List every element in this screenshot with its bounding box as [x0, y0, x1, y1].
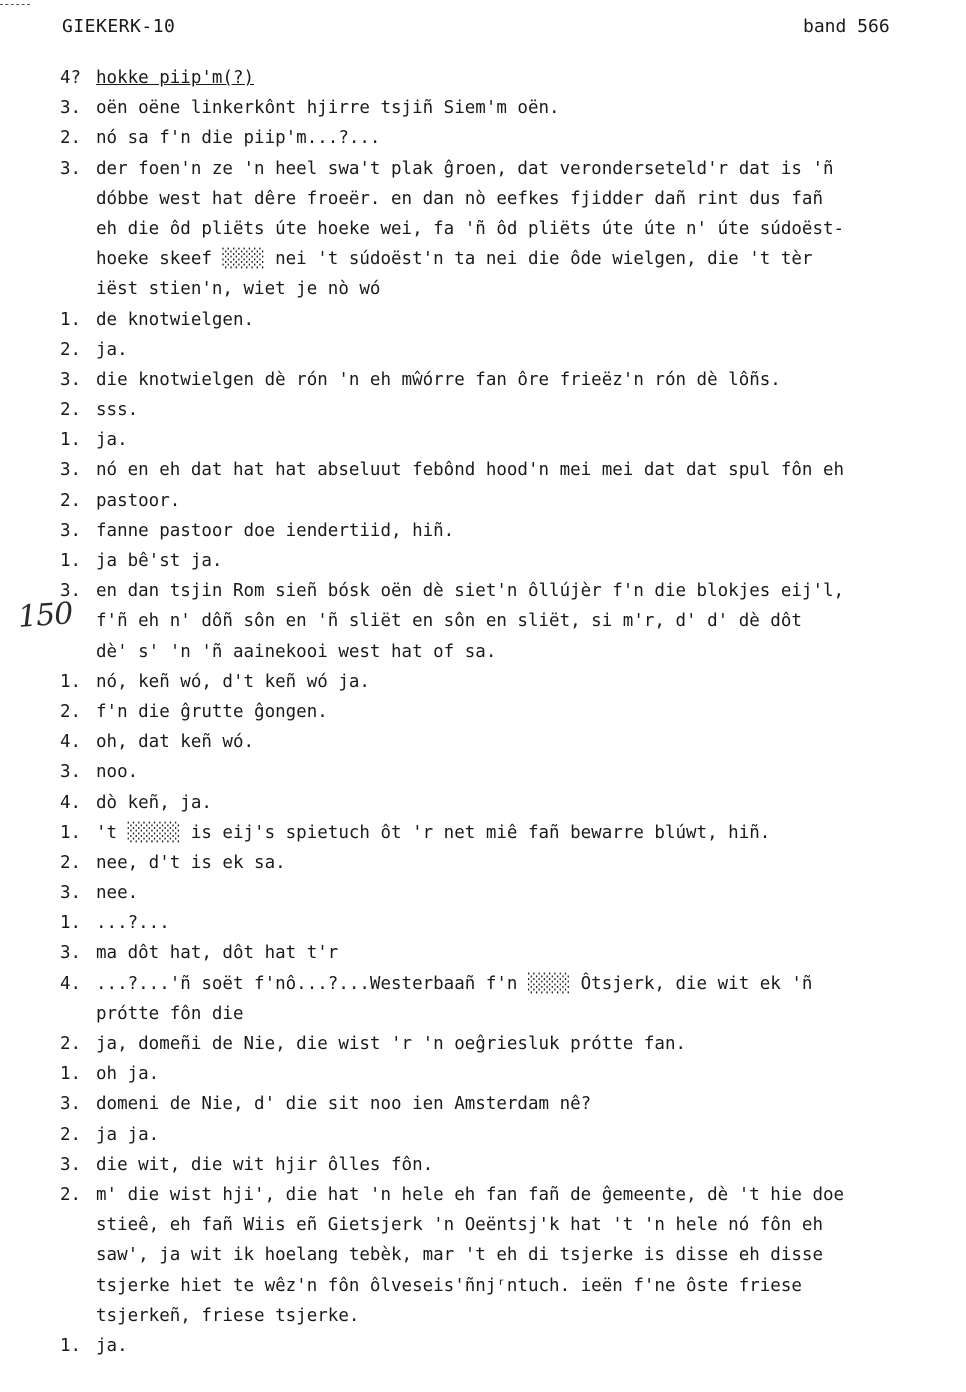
utterance-text: ja. — [96, 430, 128, 451]
speaker-number: 3. — [60, 581, 82, 602]
speaker-number: 3. — [60, 460, 82, 481]
speaker-number: 1. — [60, 430, 82, 451]
transcript-line — [60, 576, 966, 606]
speaker-number: 4. — [60, 792, 82, 813]
utterance-text: nee. — [96, 883, 139, 904]
utterance-text: nee, d't is ek sa. — [96, 852, 286, 873]
transcript-line — [60, 184, 966, 214]
transcript-line — [60, 999, 966, 1029]
utterance-text: dò keñ, ja. — [96, 792, 212, 813]
transcript-line — [60, 667, 966, 697]
utterance-text: nó en eh dat hat hat abseluut febônd hood'n mei mei dat dat spul fôn eh — [96, 460, 845, 481]
utterance-text: ja. — [96, 1335, 128, 1356]
transcript-line — [60, 305, 966, 335]
transcript-line — [60, 274, 966, 304]
transcript-line — [60, 969, 966, 999]
speaker-number: 1. — [60, 1335, 82, 1356]
transcript-line — [60, 486, 966, 516]
speaker-number: 3. — [60, 1094, 82, 1115]
speaker-number: 3. — [60, 158, 82, 179]
transcript-line — [60, 606, 966, 636]
speaker-number: 3. — [60, 369, 82, 390]
transcript-line — [60, 818, 966, 848]
transcript-line — [60, 727, 966, 757]
utterance-text: m' die wist hji', die hat 'n hele eh fan fañ de ĝemeente, dè 't hie doe — [96, 1184, 845, 1205]
speaker-number: 1. — [60, 309, 82, 330]
transcript-line — [60, 546, 966, 576]
speaker-number: 2. — [60, 852, 82, 873]
document-id: GIEKERK-10 — [62, 16, 176, 37]
page-edge-mark — [0, 4, 30, 5]
utterance-text: ja. — [96, 339, 128, 360]
utterance-text: prótte fôn die — [96, 1003, 244, 1024]
utterance-text: die knotwielgen dè rón 'n eh mŵórre fan ôre frieëz'n rón dè lôñs. — [96, 369, 781, 390]
transcript-line — [60, 1120, 966, 1150]
utterance-text: hokke piip'm(?) — [96, 68, 255, 88]
transcript-line — [60, 365, 966, 395]
transcript-lines — [60, 63, 966, 1361]
transcript-line — [60, 93, 966, 123]
transcript-line — [60, 1301, 966, 1331]
utterance-text: noo. — [96, 762, 139, 783]
transcript-line — [60, 878, 966, 908]
speaker-number: 2. — [60, 1124, 82, 1145]
utterance-text: tsjerkeñ, friese tsjerke. — [96, 1305, 360, 1326]
speaker-number: 2. — [60, 128, 82, 149]
utterance-text: 't ░░░░░ is eij's spietuch ôt 'r net miê fañ bewarre blúwt, hiñ. — [96, 822, 771, 843]
transcript-line — [60, 455, 966, 485]
speaker-number: 3. — [60, 883, 82, 904]
speaker-number: 2. — [60, 1184, 82, 1205]
utterance-text: f'ñ eh n' dôñ sôn en 'ñ sliët en sôn en sliët, si m'r, d' d' dè dôt — [96, 611, 802, 632]
utterance-text: ma dôt hat, dôt hat t'r — [96, 943, 339, 964]
speaker-number: 3. — [60, 520, 82, 541]
transcript-line — [60, 1059, 966, 1089]
speaker-number: 2. — [60, 701, 82, 722]
transcript-line — [60, 1240, 966, 1270]
transcript-line — [60, 1180, 966, 1210]
speaker-number: 1. — [60, 913, 82, 934]
utterance-text: eh die ôd pliëts úte hoeke wei, fa 'ñ ôd pliëts úte úte n' úte súdoëst- — [96, 218, 845, 239]
transcript-line — [60, 244, 966, 274]
utterance-text: dè' s' 'n 'ñ aainekooi west hat of sa. — [96, 641, 497, 662]
transcript-line — [60, 63, 966, 93]
transcript-line — [60, 908, 966, 938]
utterance-text: oën oëne linkerkônt hjirre tsjiñ Siem'm oën. — [96, 98, 560, 119]
utterance-text: ...?... — [96, 913, 170, 934]
transcript-line — [60, 697, 966, 727]
transcript-line — [60, 425, 966, 455]
transcript-line — [60, 848, 966, 878]
transcript-line — [60, 395, 966, 425]
speaker-number: 1. — [60, 1064, 82, 1085]
utterance-text: oh ja. — [96, 1064, 160, 1085]
handwritten-margin-note: 150 — [16, 596, 74, 635]
utterance-text: en dan tsjin Rom sieñ bósk oën dè siet'n ôllújèr f'n die blokjes eij'l, — [96, 581, 845, 602]
utterance-text: stieê, eh fañ Wiis eñ Gietsjerk 'n Oeëntsj'k hat 't 'n hele nó fôn eh — [96, 1215, 823, 1236]
speaker-number: 3. — [60, 98, 82, 119]
speaker-number: 1. — [60, 671, 82, 692]
transcript-line — [60, 1150, 966, 1180]
speaker-number: 4. — [60, 732, 82, 753]
speaker-number: 2. — [60, 1034, 82, 1054]
utterance-text: pastoor. — [96, 490, 181, 511]
transcript-line — [60, 637, 966, 667]
transcript-line — [60, 335, 966, 365]
utterance-text: dóbbe west hat dêre froeër. en dan nò eefkes fjidder dañ rint dus fañ — [96, 188, 823, 209]
speaker-number: 4. — [60, 973, 82, 994]
utterance-text: saw', ja wit ik hoelang tebèk, mar 't eh di tsjerke is disse eh disse — [96, 1245, 823, 1266]
utterance-text: ja ja. — [96, 1124, 160, 1145]
speaker-number: 4? — [60, 68, 82, 88]
utterance-text: der foen'n ze 'n heel swa't plak ĝroen, dat veronderseteld'r dat is 'ñ — [96, 158, 834, 179]
utterance-text: de knotwielgen. — [96, 309, 255, 330]
speaker-number: 1. — [60, 551, 82, 571]
transcript-line — [60, 1089, 966, 1119]
speaker-number: 2. — [60, 490, 82, 511]
utterance-text: ...?...'ñ soët f'nô...?...Westerbaañ f'n ░░░░ Ôtsjerk, die wit ek 'ñ — [96, 973, 813, 994]
utterance-text: domeni de Nie, d' die sit noo ien Amsterdam nê? — [96, 1094, 592, 1115]
transcript-line — [60, 757, 966, 787]
utterance-text: sss. — [96, 400, 139, 421]
transcript-line — [60, 214, 966, 244]
speaker-number: 3. — [60, 943, 82, 964]
utterance-text: nó sa f'n die piip'm...?... — [96, 128, 381, 149]
transcript-line — [60, 788, 966, 818]
utterance-text: f'n die ĝrutte ĝongen. — [96, 701, 328, 722]
transcript-line — [60, 154, 966, 184]
speaker-number: 1. — [60, 822, 82, 843]
tape-number: band 566 — [803, 16, 890, 37]
transcript-line — [60, 1029, 966, 1059]
transcript-line — [60, 516, 966, 546]
utterance-text: die wit, die wit hjir ôlles fôn. — [96, 1154, 434, 1175]
utterance-text: ja bê'st ja. — [96, 551, 223, 571]
transcript-line — [60, 1331, 966, 1361]
utterance-text: oh, dat keñ wó. — [96, 732, 255, 753]
speaker-number: 3. — [60, 1154, 82, 1175]
utterance-text: hoeke skeef ░░░░ nei 't súdoëst'n ta nei die ôde wielgen, die 't tèr — [96, 249, 813, 270]
utterance-text: ja, domeñi de Nie, die wist 'r 'n oeĝriesluk prótte fan. — [96, 1034, 687, 1054]
utterance-text: tsjerke hiet te wêz'n fôn ôlveseis'ñnjʳntuch. ieën f'ne ôste friese — [96, 1275, 802, 1296]
transcript-line — [60, 938, 966, 968]
transcript-line — [60, 123, 966, 153]
transcript-line — [60, 1210, 966, 1240]
speaker-number: 3. — [60, 762, 82, 783]
speaker-number: 2. — [60, 339, 82, 360]
transcript-line — [60, 1271, 966, 1301]
speaker-number: 2. — [60, 400, 82, 421]
utterance-text: nó, keñ wó, d't keñ wó ja. — [96, 671, 370, 692]
utterance-text: fanne pastoor doe iendertiid, hiñ. — [96, 520, 455, 541]
utterance-text: iëst stien'n, wiet je nò wó — [96, 279, 381, 300]
